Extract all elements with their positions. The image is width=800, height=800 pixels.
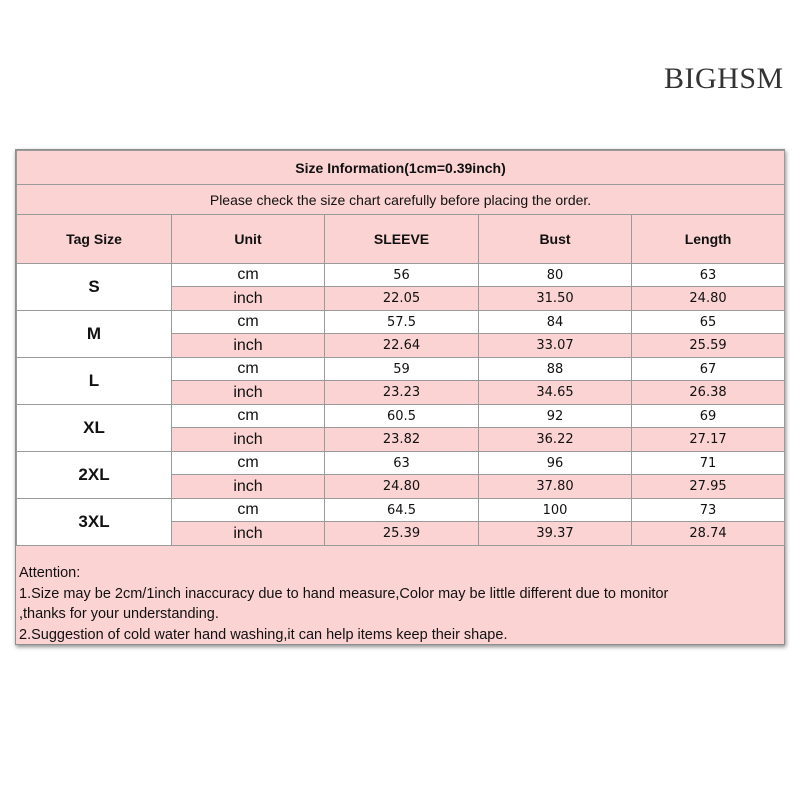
bust-cell: 92 xyxy=(479,405,632,428)
unit-cell: cm xyxy=(172,358,325,381)
bust-cell: 80 xyxy=(479,264,632,287)
size-row-cm xyxy=(17,452,785,475)
size-row-cm xyxy=(17,311,785,334)
length-cell: 27.95 xyxy=(632,475,785,499)
length-cell: 26.38 xyxy=(632,381,785,405)
sleeve-cell: 57.5 xyxy=(325,311,479,334)
bust-cell: 37.80 xyxy=(479,475,632,499)
bust-cell: 33.07 xyxy=(479,334,632,358)
sleeve-cell: 22.05 xyxy=(325,287,479,311)
unit-cell: inch xyxy=(172,334,325,358)
unit-cell: cm xyxy=(172,452,325,475)
length-cell: 71 xyxy=(632,452,785,475)
size-row-cm xyxy=(17,405,785,428)
bust-cell: 34.65 xyxy=(479,381,632,405)
header-length: Length xyxy=(632,215,785,264)
table-header-row xyxy=(17,215,785,264)
bust-cell: 84 xyxy=(479,311,632,334)
tag-size-cell: 2XL xyxy=(17,452,172,499)
length-cell: 28.74 xyxy=(632,522,785,546)
bust-cell: 88 xyxy=(479,358,632,381)
unit-cell: inch xyxy=(172,475,325,499)
unit-cell: cm xyxy=(172,311,325,334)
header-sleeve: SLEEVE xyxy=(325,215,479,264)
length-cell: 67 xyxy=(632,358,785,381)
length-cell: 25.59 xyxy=(632,334,785,358)
bust-cell: 36.22 xyxy=(479,428,632,452)
sleeve-cell: 24.80 xyxy=(325,475,479,499)
bust-cell: 31.50 xyxy=(479,287,632,311)
size-chart-title: Size Information(1cm=0.39inch) xyxy=(17,151,785,185)
tag-size-cell: L xyxy=(17,358,172,405)
tag-size-cell: XL xyxy=(17,405,172,452)
bust-cell: 39.37 xyxy=(479,522,632,546)
length-cell: 69 xyxy=(632,405,785,428)
brand-logo: BIGHSM xyxy=(664,62,784,95)
attention-line: 2.Suggestion of cold water hand washing,it can help items keep their shape. xyxy=(19,626,508,643)
size-table xyxy=(16,150,785,546)
size-chart-subtitle: Please check the size chart carefully before placing the order. xyxy=(17,185,785,215)
length-cell: 27.17 xyxy=(632,428,785,452)
attention-heading: Attention: xyxy=(19,565,81,581)
unit-cell: inch xyxy=(172,287,325,311)
size-row-cm xyxy=(17,264,785,287)
header-tag-size: Tag Size xyxy=(17,215,172,264)
tag-size-cell: M xyxy=(17,311,172,358)
header-bust: Bust xyxy=(479,215,632,264)
sleeve-cell: 56 xyxy=(325,264,479,287)
sleeve-cell: 22.64 xyxy=(325,334,479,358)
size-chart xyxy=(15,149,785,645)
length-cell: 63 xyxy=(632,264,785,287)
unit-cell: cm xyxy=(172,405,325,428)
bust-cell: 96 xyxy=(479,452,632,475)
sleeve-cell: 23.82 xyxy=(325,428,479,452)
bust-cell: 100 xyxy=(479,499,632,522)
unit-cell: inch xyxy=(172,428,325,452)
size-row-cm xyxy=(17,499,785,522)
unit-cell: cm xyxy=(172,264,325,287)
sleeve-cell: 59 xyxy=(325,358,479,381)
sleeve-cell: 63 xyxy=(325,452,479,475)
size-row-cm xyxy=(17,358,785,381)
length-cell: 24.80 xyxy=(632,287,785,311)
tag-size-cell: 3XL xyxy=(17,499,172,546)
length-cell: 73 xyxy=(632,499,785,522)
sleeve-cell: 25.39 xyxy=(325,522,479,546)
tag-size-cell: S xyxy=(17,264,172,311)
sleeve-cell: 64.5 xyxy=(325,499,479,522)
unit-cell: inch xyxy=(172,381,325,405)
attention-line: ,thanks for your understanding. xyxy=(19,606,219,622)
unit-cell: cm xyxy=(172,499,325,522)
attention-notes xyxy=(19,563,779,645)
sleeve-cell: 23.23 xyxy=(325,381,479,405)
header-unit: Unit xyxy=(172,215,325,264)
attention-line: 1.Size may be 2cm/1inch inaccuracy due to hand measure,Color may be little different due to monitor xyxy=(19,585,669,602)
length-cell: 65 xyxy=(632,311,785,334)
sleeve-cell: 60.5 xyxy=(325,405,479,428)
unit-cell: inch xyxy=(172,522,325,546)
